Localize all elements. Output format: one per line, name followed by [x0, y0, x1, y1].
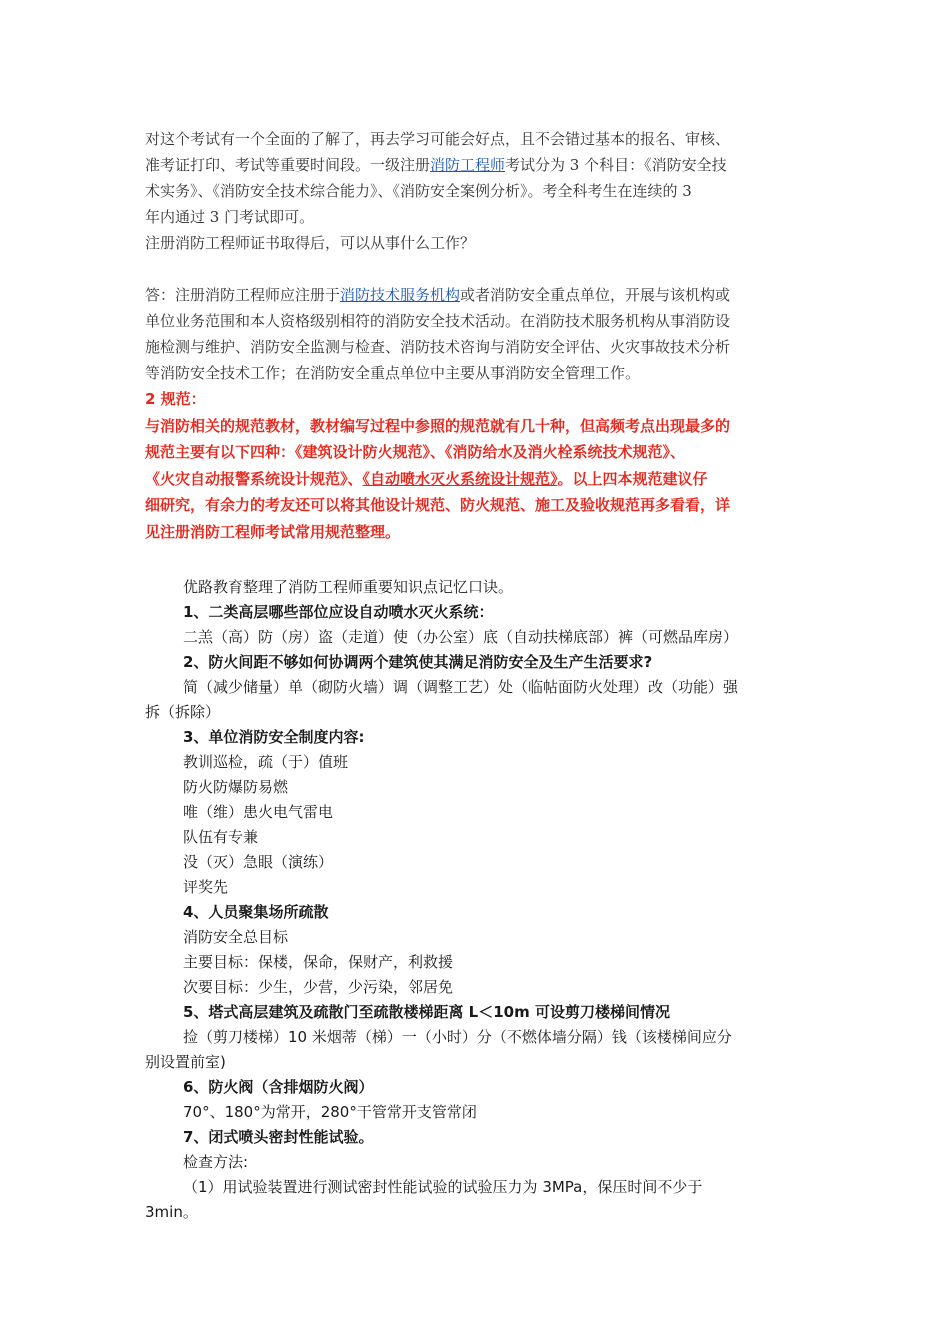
item-text: 二羔（高）防（房）盗（走道）使（办公室）底（自动扶梯底部）裤（可燃品库房）: [183, 628, 739, 646]
item-text: 别设置前室): [145, 1053, 226, 1071]
item-text: 70°、180°为常开，280°干管常开支管常闭: [183, 1103, 477, 1121]
item-text: 检查方法:: [183, 1153, 249, 1171]
item-heading: 4、人员聚集场所疏散: [183, 903, 329, 921]
item-text: 次要目标：少生，少营，少污染，邻居免: [183, 978, 454, 996]
text-span: 《火灾自动报警系统设计规范》、: [145, 469, 363, 488]
document-body: [145, 126, 807, 1225]
item-text: 拆（拆除）: [145, 703, 221, 721]
text-span: 准考证打印、考试等重要时间段。一级注册: [145, 156, 431, 174]
item-text: 唯（维）患火电气雷电: [183, 803, 334, 821]
item-text: 消防安全总目标: [183, 928, 289, 946]
text-line: 施检测与维护、消防安全监测与检查、消防技术咨询与消防安全评估、火灾事故技术分析: [145, 338, 731, 356]
item-text: 简（减少储量）单（砌防火墙）调（调整工艺）处（临帖面防火处理）改（功能）强: [183, 678, 739, 696]
text-line: 细研究，有余力的考友还可以将其他设计规范、防火规范、施工及验收规范再多看看，详: [145, 496, 731, 514]
text-line: 与消防相关的规范教材，教材编写过程中参照的规范就有几十种，但高频考点出现最多的: [145, 416, 731, 435]
text-line: 规范主要有以下四种：《建筑设计防火规范》、《消防给水及消火栓系统技术规范》、: [145, 443, 686, 461]
fire-service-agency-link[interactable]: 消防技术服务机构: [340, 286, 461, 304]
intro-paragraph: [145, 126, 807, 230]
item-text: 没（灭）急眼（演练）: [183, 853, 334, 871]
answer-paragraph: [145, 282, 807, 386]
question-text: 注册消防工程师证书取得后，可以从事什么工作？: [145, 234, 476, 252]
text-line: 术实务》、《消防安全技术综合能力》、《消防安全案例分析》。考全科考生在连续的 3: [145, 182, 692, 200]
text-span: 或者消防安全重点单位，开展与该机构或: [460, 286, 731, 304]
spec-section: [145, 386, 807, 545]
text-line: 单位业务范围和本人资格级别相符的消防安全技术活动。在消防技术服务机构从事消防设: [145, 312, 731, 330]
item-heading: 2、防火间距不够如何协调两个建筑使其满足消防安全及生产生活要求?: [183, 653, 653, 671]
fire-engineer-link[interactable]: 消防工程师: [430, 156, 506, 174]
text-line: 见注册消防工程师考试常用规范整理。: [145, 522, 401, 541]
item-heading: 1、二类高层哪些部位应设自动喷水灭火系统：: [183, 603, 494, 621]
text-span: 。以上四本规范建议仔: [557, 469, 708, 488]
item-text: 主要目标：保楼，保命，保财产，利救援: [183, 953, 454, 971]
item-heading: 6、防火阀（含排烟防火阀）: [183, 1078, 374, 1096]
sprinkler-spec-link[interactable]: 《自动喷水灭火系统设计规范》: [362, 469, 558, 488]
mnemonics-section: [145, 575, 807, 1225]
mnemonics-intro: 优路教育整理了消防工程师重要知识点记忆口诀。: [183, 578, 514, 596]
text-span: 答：注册消防工程师应注册于: [145, 286, 341, 304]
spec-heading: 2 规范：: [145, 390, 206, 408]
item-text: 3min。: [145, 1203, 198, 1221]
item-text: 评奖先: [183, 878, 229, 896]
item-heading: 5、塔式高层建筑及疏散门至疏散楼梯距离 L＜10m 可设剪刀楼梯间情况: [183, 1003, 670, 1021]
item-heading: 3、单位消防安全制度内容:: [183, 728, 365, 746]
text-line: 等消防安全技术工作；在消防安全重点单位中主要从事消防安全管理工作。: [145, 364, 641, 382]
item-text: （1）用试验装置进行测试密封性能试验的试验压力为 3MPa，保压时间不少于: [183, 1178, 703, 1196]
text-line: 对这个考试有一个全面的了解了，再去学习可能会好点，且不会错过基本的报名、审核、: [145, 130, 731, 148]
spacer: [145, 256, 807, 282]
text-line: [145, 152, 807, 178]
item-heading: 7、闭式喷头密封性能试验。: [183, 1128, 374, 1146]
item-text: 教训巡检，疏（于）值班: [183, 753, 349, 771]
text-line: [145, 282, 807, 308]
text-line: 年内通过 3 门考试即可。: [145, 208, 315, 226]
text-line: [145, 466, 807, 493]
item-text: 防火防爆防易燃: [183, 778, 289, 796]
item-text: 队伍有专兼: [183, 828, 259, 846]
text-span: 考试分为 3 个科目：《消防安全技: [505, 156, 727, 174]
item-text: 捡（剪刀楼梯）10 米烟蒂（梯）一（小时）分（不燃体墙分隔）钱（该楼梯间应分: [183, 1028, 732, 1046]
